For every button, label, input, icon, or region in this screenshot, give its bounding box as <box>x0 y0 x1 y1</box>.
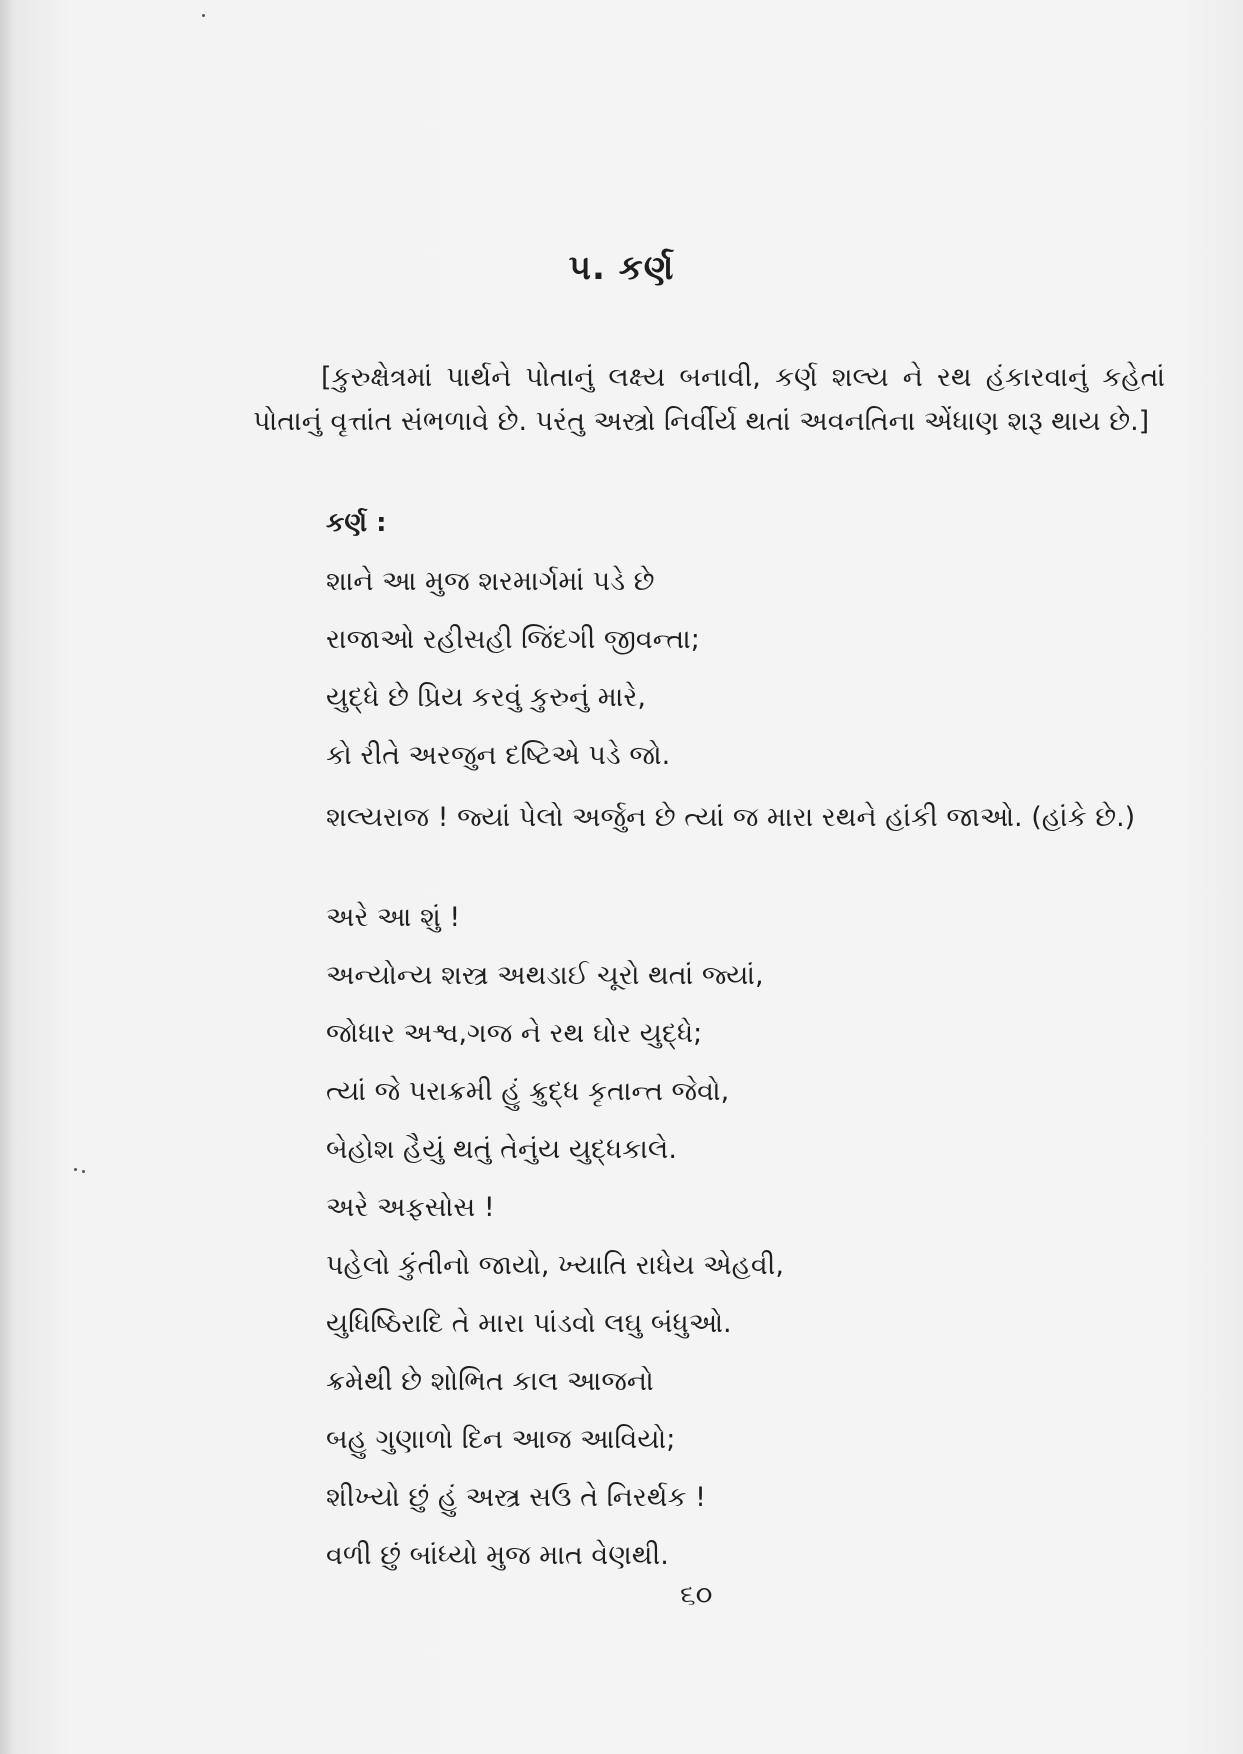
verse-line: શાને આ મુજ શરમાર્ગમાં પડે છે <box>326 566 655 597</box>
verse-line: પહેલો કુંતીનો જાયો, ખ્યાતિ રાધેય એહવી, <box>326 1250 784 1281</box>
dust-speck <box>82 1170 85 1173</box>
verse-line: શીખ્યો છું હું અસ્ત્ર સઉ તે નિરર્થક ! <box>326 1482 706 1513</box>
verse-line: રાજાઓ રહીસહી જિંદગી જીવન્તા; <box>326 624 700 655</box>
chapter-title: ૫. કર્ણ <box>568 248 675 288</box>
prose-paragraph: શલ્યરાજ ! જ્યાં પેલો અર્જુન છે ત્યાં જ મારા રથને હાંકી જાઓ. (હાંકે છે.) <box>326 802 1136 833</box>
dust-speck <box>74 1168 77 1171</box>
verse-line: યુધિષ્ઠિરાદિ તે મારા પાંડવો લઘુ બંધુઓ. <box>326 1308 732 1339</box>
verse-line: બહુ ગુણાળો દિન આજ આવિયો; <box>326 1424 676 1455</box>
intro-paragraph: [કુરુક્ષેત્રમાં પાર્થને પોતાનું લક્ષ્ય બનાવી, કર્ણ શલ્ય ને રથ હંકારવાનું કહેતાં પોતાનું વૃત્તાંત સંભળાવે છે. પરંતુ અસ્ત્રો નિર્વીર્ય થતાં અવનતિના એંધાણ શરૂ થાય છે.] <box>253 362 1165 437</box>
verse-line: ત્યાં જે પરાક્રમી હું ક્રુદ્ધ કૃતાન્ત જેવો, <box>326 1076 730 1107</box>
verse-line: યુદ્ધે છે પ્રિય કરવું કુરુનું મારે, <box>326 682 646 713</box>
dust-speck <box>202 14 205 17</box>
page-number: ૬૦ <box>680 1578 713 1611</box>
verse-line: અરે આ શું ! <box>326 902 461 933</box>
verse-line: ક્રમેથી છે શોભિત કાલ આજનો <box>326 1366 654 1397</box>
verse-line: કો રીતે અરજુન દષ્ટિએ પડે જો. <box>326 740 671 771</box>
verse-line: અરે અફસોસ ! <box>326 1192 495 1223</box>
verse-line: વળી છું બાંધ્યો મુજ માત વેણથી. <box>326 1540 669 1571</box>
speaker-label: કર્ણ : <box>326 508 387 538</box>
verse-line: જોધાર અશ્વ,ગજ ને રથ ઘોર યુદ્ધે; <box>326 1018 703 1049</box>
verse-line: બેહોશ હૈયું થતું તેનુંય યુદ્ધકાલે. <box>326 1134 677 1165</box>
verse-line: અન્યોન્ય શસ્ત્ર અથડાઈ ચૂરો થતાં જ્યાં, <box>326 960 764 991</box>
